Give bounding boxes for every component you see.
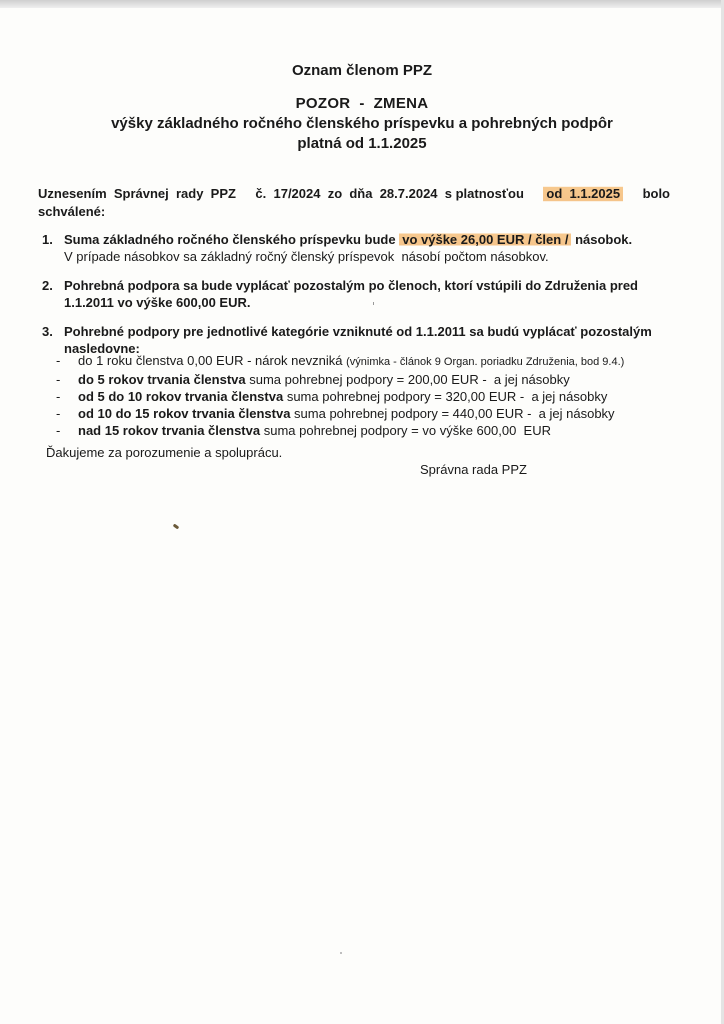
category-text: do 1 roku členstva 0,00 EUR - nárok nevzniká [78,353,343,368]
item-number: 2. [42,278,53,293]
category-label: do 5 rokov trvania členstva [78,372,246,387]
item-3-line-1: Pohrebné podpory pre jednotlivé kategórie vzniknuté od 1.1.2011 sa budú vyplácať pozostalým [64,324,652,339]
category-text: suma pohrebnej podpory = 440,00 EUR - a jej násobky [294,406,615,421]
intro-part-3: bolo [642,186,670,201]
item-1-text-a: Suma základného ročného členského príspevku bude [64,232,396,247]
list-item-2 [42,277,672,311]
category-row [56,352,676,371]
category-text: suma pohrebnej podpory = 320,00 EUR - a jej násobky [286,389,608,404]
item-number: 3. [42,324,53,339]
category-row [56,405,676,422]
dash-bullet: - [56,353,61,368]
category-list [56,352,676,439]
category-label: od 5 do 10 rokov trvania členstva [78,389,284,404]
notice-heading: POZOR - ZMENA [295,95,429,112]
item-1-line-2: V prípade násobkov sa základný ročný členský príspevok násobí počtom násobkov. [64,249,549,264]
scan-speck [373,302,374,305]
intro-paragraph [38,185,670,221]
category-row [56,422,676,439]
item-3-line-2: nasledovne: [64,341,140,356]
dash-bullet: - [56,406,61,421]
intro-line-2: schválené: [38,204,106,219]
dash-bullet: - [56,423,61,438]
category-label: nad 15 rokov trvania členstva [78,423,261,438]
item-1-text-b: násobok. [575,232,633,247]
category-text: suma pohrebnej podpory = 200,00 EUR - a jej násobky [249,372,570,387]
dash-bullet: - [56,372,61,387]
item-number: 1. [42,232,53,247]
item-2-line-2: 1.1.2011 vo výške 600,00 EUR. [64,295,251,310]
intro-part-1: Uznesením Správnej rady PPZ [38,186,236,201]
item-2-line-1: Pohrebná podpora sa bude vyplácať pozostalým po členoch, ktorí vstúpili do Združenia pred [64,278,638,293]
scan-speck [173,524,180,530]
item-1-highlight: vo výške 26,00 EUR / člen / [399,232,571,247]
thanks-note: Ďakujeme za porozumenie a spoluprácu. [46,445,283,460]
list-item-1 [42,231,672,265]
valid-from: platná od 1.1.2025 [297,135,427,152]
dash-bullet: - [56,389,61,404]
category-row [56,371,676,388]
intro-part-2: č. 17/2024 zo dňa 28.7.2024 s platnosťou [255,186,524,201]
category-note: (výnimka - článok 9 Organ. poriadku Združenia, bod 9.4.) [346,356,625,368]
category-row [56,388,676,405]
intro-date-highlight: od 1.1.2025 [543,185,623,203]
notice-header [0,62,724,152]
notice-subtitle: výšky základného ročného členského príspevku a pohrebných podpôr [111,115,613,132]
scan-top-edge [0,0,724,8]
scan-speck [340,952,342,954]
item-1-line-1 [64,231,672,248]
document-title: Oznam členom PPZ [291,62,433,79]
category-text: suma pohrebnej podpory = vo výške 600,00 EUR [263,423,551,438]
signature: Správna rada PPZ [420,462,527,477]
intro-line-1 [38,185,670,203]
category-label: od 10 do 15 rokov trvania členstva [78,406,291,421]
